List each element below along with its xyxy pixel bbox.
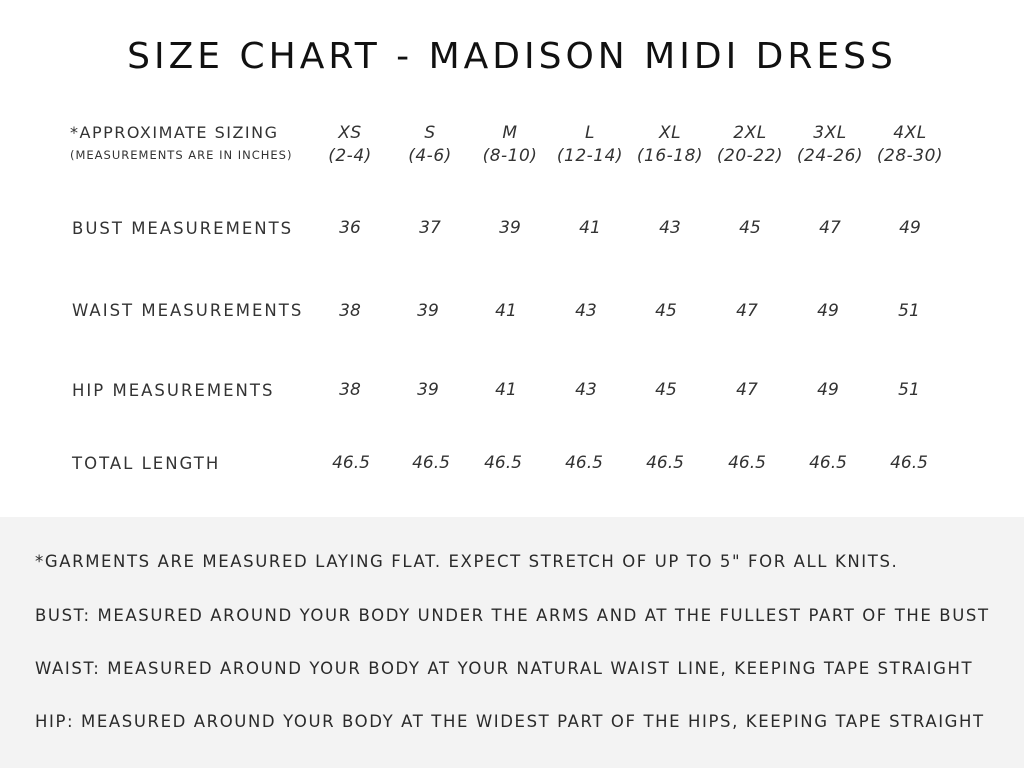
waist-value: 38 [339, 301, 361, 321]
waist-value: 39 [417, 301, 439, 321]
garment-note: *GARMENTS ARE MEASURED LAYING FLAT. EXPECT STRETCH OF UP TO 5" FOR ALL KNITS. [35, 552, 899, 571]
bust-value: 39 [499, 218, 521, 238]
bust-value: 45 [739, 218, 761, 238]
length-value: 46.5 [890, 453, 928, 473]
waist-value: 47 [736, 301, 758, 321]
size-column-header [785, 122, 875, 168]
size-column-header [465, 122, 555, 168]
waist-value: 51 [898, 301, 920, 321]
waist-value: 49 [817, 301, 839, 321]
sizing-header-label [70, 123, 292, 162]
waist-note: WAIST: MEASURED AROUND YOUR BODY AT YOUR NATURAL WAIST LINE, KEEPING TAPE STRAIGHT [35, 659, 974, 678]
length-value: 46.5 [809, 453, 847, 473]
waist-value: 41 [495, 301, 517, 321]
waist-row-label: WAIST MEASUREMENTS [72, 301, 304, 320]
size-range: (16-18) [636, 146, 704, 166]
length-value: 46.5 [484, 453, 522, 473]
size-name: XL [658, 123, 682, 143]
bust-value: 43 [659, 218, 681, 238]
bust-value: 47 [819, 218, 841, 238]
bust-value: 41 [579, 218, 601, 238]
length-value: 46.5 [412, 453, 450, 473]
size-name: L [585, 123, 595, 143]
size-range: (28-30) [876, 146, 944, 166]
size-name: 3XL [813, 123, 847, 143]
size-column-header [305, 122, 395, 168]
measurement-notes-panel [0, 517, 1024, 768]
hip-value: 43 [575, 380, 597, 400]
bust-row-label: BUST MEASUREMENTS [72, 219, 294, 238]
hip-note: HIP: MEASURED AROUND YOUR BODY AT THE WIDEST PART OF THE HIPS, KEEPING TAPE STRAIGHT [35, 712, 985, 731]
bust-value: 49 [899, 218, 921, 238]
size-name: S [424, 123, 436, 143]
length-value: 46.5 [728, 453, 766, 473]
size-name: 2XL [733, 123, 767, 143]
length-value: 46.5 [332, 453, 370, 473]
hip-value: 41 [495, 380, 517, 400]
waist-value: 45 [655, 301, 677, 321]
size-column-header [705, 122, 795, 168]
units-note: (MEASUREMENTS ARE IN INCHES) [70, 148, 293, 162]
bust-note: BUST: MEASURED AROUND YOUR BODY UNDER THE ARMS AND AT THE FULLEST PART OF THE BUST [35, 606, 990, 625]
size-column-header [385, 122, 475, 168]
waist-value: 43 [575, 301, 597, 321]
hip-value: 39 [417, 380, 439, 400]
size-column-header [625, 122, 715, 168]
hip-value: 45 [655, 380, 677, 400]
total-length-row-label: TOTAL LENGTH [72, 454, 221, 473]
hip-value: 51 [898, 380, 920, 400]
hip-value: 49 [817, 380, 839, 400]
hip-value: 47 [736, 380, 758, 400]
size-column-header [545, 122, 635, 168]
size-name: M [502, 123, 518, 143]
page-title: SIZE CHART - MADISON MIDI DRESS [127, 36, 897, 77]
size-range: (4-6) [408, 146, 452, 166]
bust-value: 37 [419, 218, 441, 238]
size-name: 4XL [893, 123, 927, 143]
length-value: 46.5 [646, 453, 684, 473]
size-column-header [865, 122, 955, 168]
size-range: (2-4) [328, 146, 372, 166]
size-range: (8-10) [482, 146, 538, 166]
bust-value: 36 [339, 218, 361, 238]
hip-value: 38 [339, 380, 361, 400]
size-range: (24-26) [796, 146, 864, 166]
size-range: (12-14) [556, 146, 624, 166]
length-value: 46.5 [565, 453, 603, 473]
approximate-sizing-label: *APPROXIMATE SIZING [70, 123, 279, 142]
size-range: (20-22) [716, 146, 784, 166]
size-name: XS [338, 123, 362, 143]
hip-row-label: HIP MEASUREMENTS [72, 381, 275, 400]
